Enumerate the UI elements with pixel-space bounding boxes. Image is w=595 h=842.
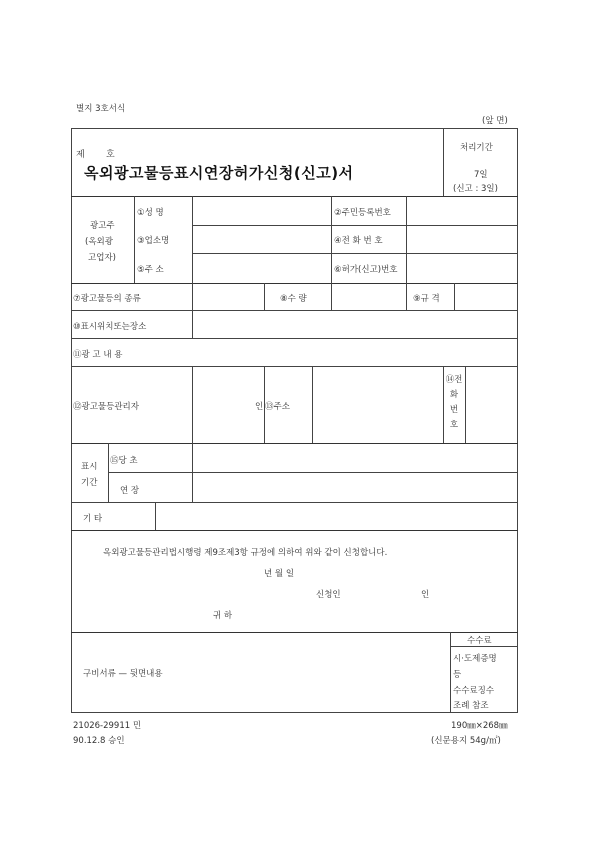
spec-label: ⑨규 격 bbox=[413, 294, 440, 304]
footer-paper-size: 190㎜×268㎜ bbox=[451, 721, 508, 731]
processing-days: 7일 bbox=[474, 170, 488, 180]
phone-field[interactable] bbox=[407, 226, 517, 252]
applicant-group-label-3: 고업자) bbox=[88, 253, 116, 263]
receipt-no-prefix: 제 bbox=[76, 150, 85, 160]
spec-field[interactable] bbox=[455, 284, 517, 310]
manager-phone-field[interactable] bbox=[466, 367, 517, 443]
fee-line: 시·도제증명 bbox=[453, 654, 497, 664]
manager-name-field[interactable] bbox=[193, 367, 255, 443]
period-group-label-2: 기간 bbox=[81, 478, 98, 488]
manager-phone-char: 화 bbox=[449, 390, 459, 400]
resident-no-label: ②주민등록번호 bbox=[334, 208, 391, 218]
applicant-group-label-2: (옥외광 bbox=[85, 237, 113, 247]
business-name-label: ③업소명 bbox=[137, 236, 170, 246]
other-label: 기 타 bbox=[83, 514, 103, 524]
receipt-no-suffix: 호 bbox=[106, 150, 115, 160]
location-field[interactable] bbox=[193, 311, 517, 338]
content-label: ⑪광 고 내 용 bbox=[73, 350, 123, 360]
manager-label: ⑫광고물등관리자 bbox=[73, 402, 139, 412]
permit-no-label: ⑥허가(신고)번호 bbox=[334, 265, 398, 275]
declaration-statement: 옥외광고물등관리법시행령 제9조제3항 규정에 의하여 위와 같이 신청합니다. bbox=[103, 548, 388, 558]
manager-address-field[interactable] bbox=[313, 367, 442, 443]
footer-paper-type: (신문용지 54g/㎡) bbox=[431, 736, 501, 746]
attachments-label: 구비서류 — 뒷면내용 bbox=[83, 669, 163, 679]
fee-line: 등 bbox=[453, 670, 462, 680]
period-extension-label: 연 장 bbox=[120, 486, 140, 496]
location-label: ⑩표시위치또는장소 bbox=[73, 322, 147, 332]
fee-header: 수수료 bbox=[467, 636, 492, 646]
date-line: 년 월 일 bbox=[264, 569, 295, 579]
page-side-label: (앞 면) bbox=[482, 116, 508, 126]
period-group-label: 표시 bbox=[81, 462, 98, 472]
form-title: 옥외광고물등표시연장허가신청(신고)서 bbox=[84, 164, 354, 182]
permit-no-field[interactable] bbox=[407, 254, 517, 282]
manager-phone-char: ⑭전 bbox=[445, 375, 463, 385]
address-label: ⑤주 소 bbox=[137, 265, 164, 275]
recipient-label: 귀 하 bbox=[213, 611, 233, 621]
fee-line: 수수료징수 bbox=[453, 686, 495, 696]
applicant-seal-mark: 인 bbox=[421, 590, 430, 600]
ad-type-field[interactable] bbox=[193, 284, 263, 310]
period-original-label: ⑮당 초 bbox=[110, 456, 138, 466]
address-field[interactable] bbox=[193, 254, 330, 282]
applicant-sign-label: 신청인 bbox=[316, 590, 341, 600]
manager-phone-char: 번 bbox=[449, 405, 459, 415]
footer-approval: 90.12.8 승인 bbox=[73, 736, 125, 746]
business-name-field[interactable] bbox=[193, 226, 330, 252]
period-original-field[interactable] bbox=[193, 444, 517, 472]
ad-type-label: ⑦광고물등의 종류 bbox=[73, 294, 141, 304]
resident-no-field[interactable] bbox=[407, 197, 517, 224]
fee-line: 조례 참조 bbox=[453, 701, 489, 711]
quantity-label: ⑧수 량 bbox=[280, 294, 307, 304]
manager-address-label: ⑬주소 bbox=[265, 402, 290, 412]
footer-form-code: 21026-29911 민 bbox=[73, 721, 142, 731]
other-field[interactable] bbox=[156, 503, 517, 530]
name-field[interactable] bbox=[193, 197, 330, 224]
content-field[interactable] bbox=[193, 339, 517, 366]
processing-period-label: 처리기간 bbox=[460, 143, 493, 153]
quantity-field[interactable] bbox=[332, 284, 405, 310]
period-extension-field[interactable] bbox=[193, 473, 517, 502]
manager-phone-label bbox=[443, 373, 465, 433]
report-days: (신고 : 3일) bbox=[453, 184, 498, 194]
phone-label: ④전 화 번 호 bbox=[334, 236, 383, 246]
manager-seal-mark: 인 bbox=[255, 402, 264, 412]
manager-phone-char: 호 bbox=[449, 420, 459, 430]
name-label: ①성 명 bbox=[137, 208, 164, 218]
form-number: 별지 3호서식 bbox=[76, 104, 126, 114]
applicant-group-label: 광고주 bbox=[90, 221, 115, 231]
